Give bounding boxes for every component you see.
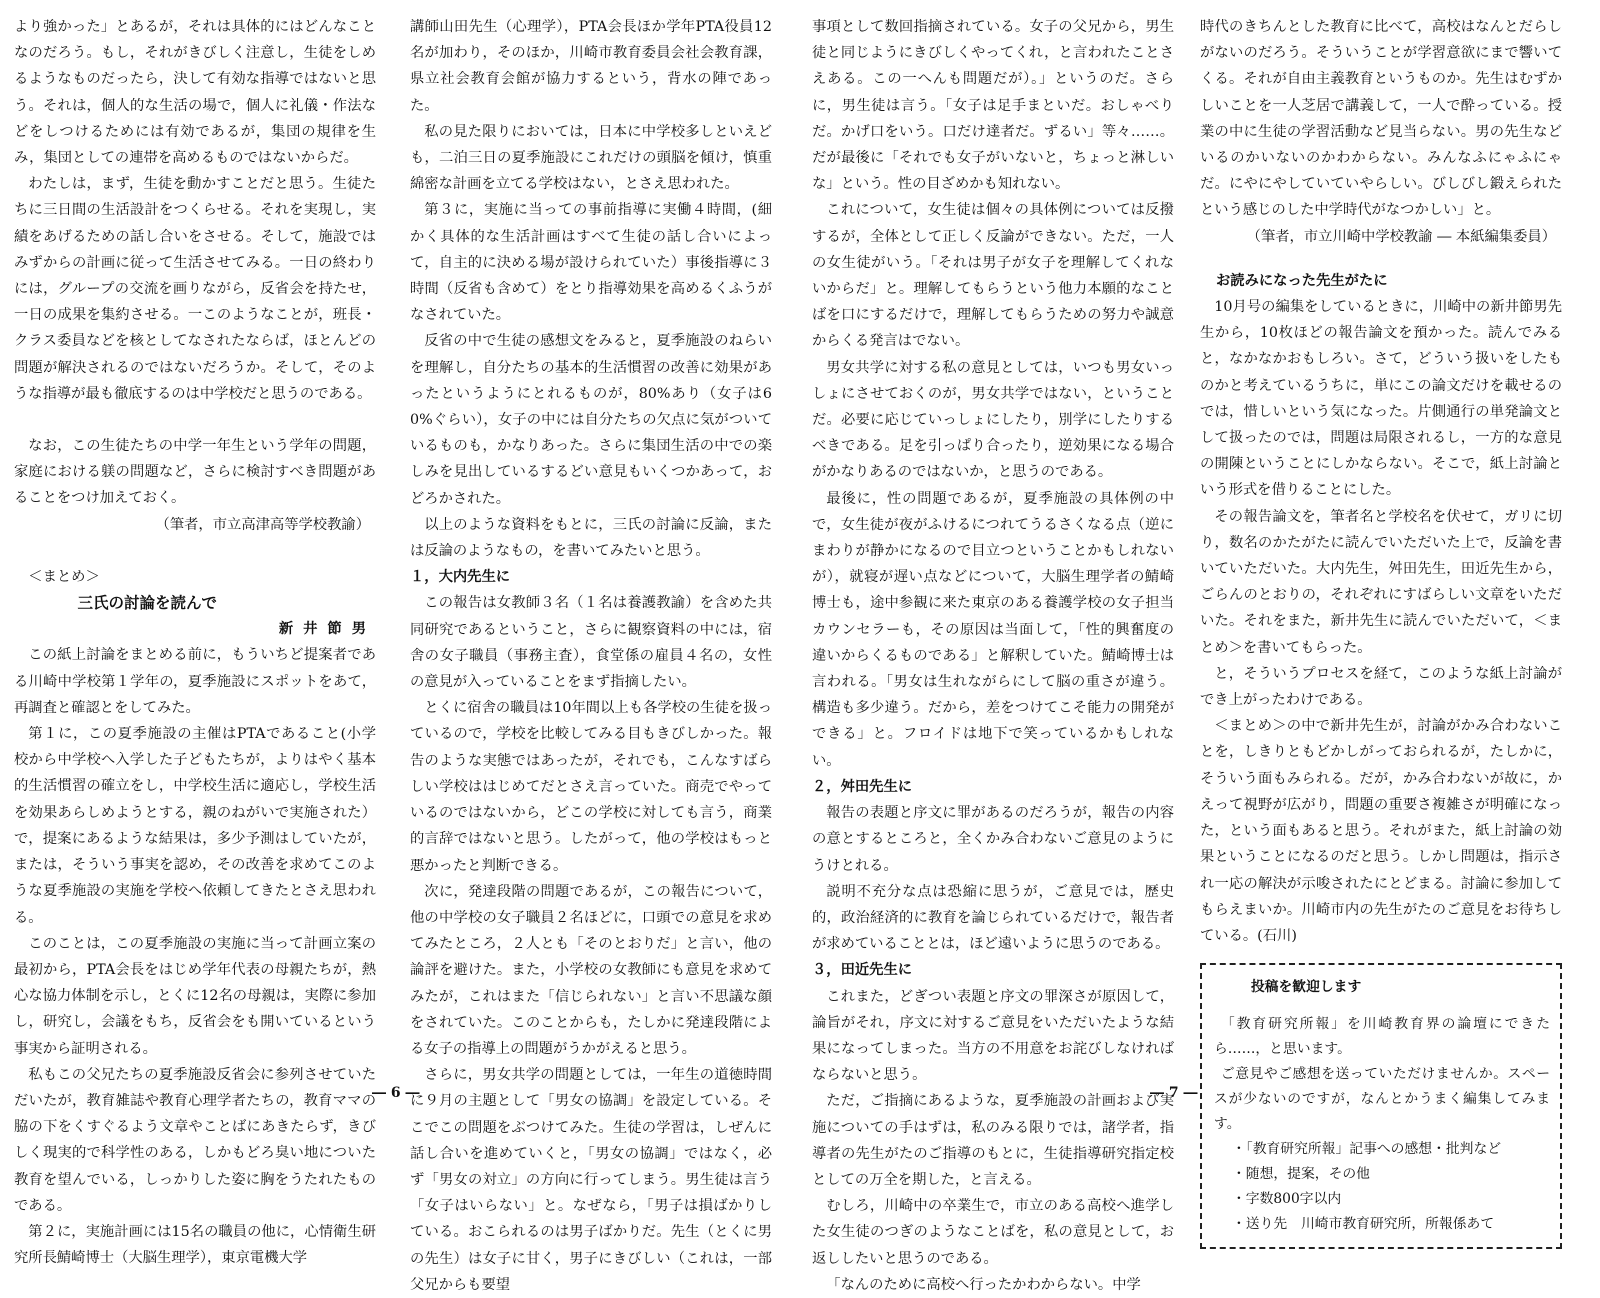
paragraph: 次に，発達段階の問題であるが，この報告について，他の中学校の女子職員２名ほどに，口頭での意見を求めてみたところ，２人とも「そのとおりだ」と言い，他の論評を避けた。また，小学校の女教師にも意見を求めてみたが，これはまた「信じられない」と言い不思議な顔をされていた。このことからも，たしかに発達段階による女子の指導上の問題がうかがえると思う。 (410, 883, 772, 1057)
article-author: 新井節男 (278, 621, 376, 638)
section-heading: お読みになった先生がたに (1216, 272, 1388, 289)
paragraph: この紙上討論をまとめる前に，もういちど提案者である川崎中学校第１学年の，夏季施設にスポットをあて，再調査と確認とをしてみた。 (14, 647, 376, 716)
page-number: ― 6 ― (372, 1085, 420, 1101)
paragraph: 講師山田先生（心理学），PTA会長ほか学年PTA役員12名が加わり，そのほか，川崎市教育委員会社会教育課，県立社会教育会館が協力するという，背水の陣であった。 (410, 19, 772, 114)
page7-column-1 (812, 14, 1174, 1298)
paragraph: ただ，ご指摘にあるような，夏季施設の計画および実施についての手はずは，私のみる限りでは，諸学者，指導者の先生がたのご指導のもとに，生徒指導研究指定校としての万全を期した，と言える。 (812, 1093, 1174, 1188)
paragraph: なお，この生徒たちの中学一年生という学年の問題，家庭における躾の問題など，さらに検討すべき問題があることをつけ加えておく。 (14, 438, 376, 507)
paragraph: さらに，男女共学の問題としては，一年生の道徳時間に９月の主題として「男女の協調」を設定している。そこでこの問題をぶつけてみた。生徒の学習は，しぜんに話し合いを進めていくと，「男女の協調」ではなく，必ず「男女の対立」の方向に行ってしまう。男生徒は言う「女子はいらない」と。なぜなら，「男子は損ばかりしている。おこられるのは男子ばかりだ。先生（とくに男の先生）は女子に甘く，男子にきびしい（これは，一部父兄からも要望 (410, 1067, 772, 1293)
page-6 (0, 0, 800, 1293)
notice-list (1214, 1137, 1550, 1237)
list-item: ・ 随想，提案，その他 (1232, 1162, 1550, 1187)
paragraph: 私もこの父兄たちの夏季施設反省会に参列させていただいたが，教育雑誌や教育心理学者たちの，教育ママの脇の下をくすぐるよう文章やことばにあきたらず，きびしく現実的で科学性のある，しかもどろ臭い地についた教育を望んでいる，しっかりした姿に胸をうたれたものである。 (14, 1066, 376, 1214)
notice-text: 「教育研究所報」を川崎教育界の論壇にできたら……，と思います。 (1214, 1016, 1550, 1058)
section-mark: ＜まとめ＞ (28, 568, 100, 585)
paragraph: このことは，この夏季施設の実施に当って計画立案の最初から，PTA会長をはじめ学年代表の母親たちが，熱心な協力体制を示し，とくに12名の母親は，実際に参加し，研究し，会議をもち，反省会をも開いているという事実から証明される。 (14, 935, 376, 1057)
page-7 (800, 0, 1600, 1293)
paragraph: ＜まとめ＞の中で新井先生が，討論がかみ合わないことを，しきりともどかしがっておられるが，たしかに，そういう面もみられる。だが，かみ合わないが故に，かえって視野が広がり，問題の重要さ複雑さが明確になった，という面もあると思う。それがまた，紙上討論の効果ということになるのだと思う。しかし問題は，指示され一応の解決が示唆されたにとどまる。討論に参加してもらえまいか。川崎市内の先生がたのご意見をお待ちしている。(石川) (1200, 718, 1562, 944)
notice-title: 投稿を歓迎します (1250, 979, 1362, 996)
paragraph: 第２に，実施計画には15名の職員の他に，心情衛生研究所長鯖崎博士（大脳生理学），東京電機大学 (14, 1223, 376, 1267)
list-item: ・ 「教育研究所報」記事への感想・批判など (1232, 1137, 1550, 1162)
paragraph: 第１に，この夏季施設の主催はPTAであること(小学校から中学校へ入学した子どもたちが，よりはやく基本的生活慣習の確立をし，中学校生活に適応し，学校生活を効果あらしめようとする，親のねがいで実施された）で，提案にあるような結果は，多少予測はしていたが，または，そういう事実を認め，その改善を求めてこのような夏季施設の実施を学校へ依頼してきたとさえ思われる。 (14, 726, 376, 926)
section-heading: ２，舛田先生に (812, 778, 913, 795)
paragraph: むしろ，川崎中の卒業生で，市立のある高校へ進学した女生徒のつぎのようなことばを，私の意見として，お返ししたいと思うのである。 (812, 1198, 1174, 1267)
page-number: ― 7 ― (1150, 1085, 1198, 1101)
paragraph: 以上のような資料をもとに，三氏の討論に反論，または反論のようなもの，を書いてみたいと思う。 (410, 516, 772, 560)
paragraph: 最後に，性の問題であるが，夏季施設の具体例の中で，女生徒が夜がふけるにつれてうるさくなる点（逆にまわりが静かになるので目立つということかもしれないが），就寝が遅い点などについて，大脳生理学者の鯖崎博士も，途中参観に来た東京のある養護学校の女子担当カウンセラーも，その原因は当面して，「性的興奮度の違いからくるものである」と解釈していた。鯖崎博士は言われる。「男女は生れながらにして脳の重さが違う。構造も多少違う。だから，差をつけてこそ能力の開発ができる」と。フロイドは地下で笑っているかもしれない。 (812, 490, 1174, 769)
paragraph: より強かった」とあるが，それは具体的にはどんなことなのだろう。もし，それがきびしく注意し，生徒をしめるようなものだったら，決して有効な指導ではないと思う。それは，個人的な生活の場で，個人に礼儀・作法などをしつけるためには有効であるが，集団の規律を生み，集団としての連帯を高めるものではないからだ。 (14, 19, 376, 167)
paragraph: 「なんのために高校へ行ったかわからない。中学 (826, 1276, 1141, 1293)
paragraph: 私の見た限りにおいては，日本に中学校多しといえども，二泊三日の夏季施設にこれだけの頭脳を傾け，慎重綿密な計画を立てる学校はない，とさえ思われた。 (410, 123, 772, 193)
list-item: ・ 字数800字以内 (1232, 1187, 1550, 1212)
paragraph: 男女共学に対する私の意見としては，いつも男女いっしょにさせておくのが，男女共学ではない，ということだ。必要に応じていっしょにしたり，別学にしたりするべきである。足を引っぱり合ったり，逆効果になる場合がかなりあるのではないか，と思うのである。 (812, 359, 1174, 481)
page6-column-1 (14, 14, 376, 1271)
author-signature: （筆者，市立高津高等学校教諭） (155, 516, 370, 533)
submission-notice-box (1200, 963, 1562, 1249)
paragraph: 説明不充分な点は恐縮に思うが，ご意見では，歴史的，政治経済的に教育を論じられているだけで，報告者が求めていることとは，ほど遠いように思うのである。 (812, 883, 1174, 953)
section-heading: １，大内先生に (410, 569, 511, 586)
paragraph: とくに宿舎の職員は10年間以上も各学校の生徒を扱っているので，学校を比較してみる目もきびしかった。報告のような実態ではあったが，それでも，こんなすばらしい学校ははじめてだとさえ言っていた。商売でやっているのではないから，どこの学校に対しても言う，商業的言辞ではないと思う。したがって，他の学校はもっと悪かったと判断できる。 (410, 700, 772, 874)
paragraph: 10月号の編集をしているときに，川崎中の新井節男先生から，10枚ほどの報告論文を預かった。読んでみると，なかなかおもしろい。さて，どういう扱いをしたものかと考えているうちに，単にこの論文だけを載せるのでは，惜しいという気になった。片側通行の単発論文として扱ったのでは，問題は局限されるし，一方的な意見の開陳ということにしかならない。そこで，紙上討論という形式を借りることにした。 (1200, 299, 1562, 499)
page6-column-2 (410, 14, 772, 1298)
author-signature: （筆者，市立川崎中学校教諭 ― 本紙編集委員） (1246, 228, 1556, 245)
paragraph: 反省の中で生徒の感想文をみると，夏季施設のねらいを理解し，自分たちの基本的生活慣習の改善に効果があったというようにとれるものが，80%あり（女子は60%ぐらい），女子の中には自分たちの欠点に気がついているものも，かなりあった。さらに集団生活の中での楽しみを見出しているするどい意見もいくつかあって，おどろかされた。 (410, 333, 772, 507)
paragraph: その報告論文を，筆者名と学校名を伏せて，ガリに切り，数名のかたがたに読んでいただいた上で，反論を書いていただいた。大内先生，舛田先生，田近先生から，ごらんのとおりの，それぞれにすばらしい文章をいただいた。それをまた，新井先生に読んでいただいて，＜まとめ＞を書いてもらった。 (1200, 508, 1562, 656)
paragraph: と，そういうプロセスを経て，このような紙上討論ができ上がったわけである。 (1200, 665, 1562, 709)
notice-text: ご意見やご感想を送っていただけませんか。スペースが少ないのですが，なんとかうまく編集してみます。 (1214, 1066, 1550, 1133)
paragraph: 時代のきちんとした教育に比べて，高校はなんとだらしがないのだろう。そういうことが学習意欲にまで響いてくる。それが自由主義教育というものか。先生はむずかしいことを一人芝居で講義して，一人で酔っている。授業の中に生徒の学習活動など見当らない。男の先生などいるのかいないのかわからない。みんなふにゃふにゃだ。にやにやしていていやらしい。びしびし鍛えられたという感じのした中学時代がなつかしい」と。 (1200, 19, 1562, 219)
paragraph: これについて，女生徒は個々の具体例については反撥するが，全体として正しく反論ができない。ただ，一人の女生徒がいう。「それは男子が女子を理解してくれないからだ」と。理解してもらうという他力本願的なことばを口にするだけで，理解してもらうための努力や誠意からくる発言はでない。 (812, 202, 1174, 350)
paragraph: 事項として数回指摘されている。女子の父兄から，男生徒と同じようにきびしくやってくれ，と言われたことさえある。この一へんも問題だが）。」というのだ。さらに，男生徒は言う。「女子は足手まといだ。おしゃべりだ。かげ口をいう。口だけ達者だ。ずるい」等々……。だが最後に「それでも女子がいないと，ちょっと淋しいな」という。性の目ざめかも知れない。 (812, 19, 1174, 193)
page7-column-2 (1200, 14, 1562, 1249)
list-item: ・ 送り先 川崎市教育研究所，所報係あて (1232, 1212, 1550, 1237)
paragraph: これまた，どぎつい表題と序文の罪深さが原因して，論旨がそれ，序文に対するご意見をいただいたような結果になってしまった。当方の不用意をお詫びしなければならないと思う。 (812, 988, 1174, 1084)
paragraph: 報告の表題と序文に罪があるのだろうが，報告の内容の意とするところと，全くかみ合わないご意見のようにうけとれる。 (812, 805, 1174, 874)
section-heading: ３，田近先生に (812, 962, 913, 979)
paragraph: 第３に，実施に当っての事前指導に実働４時間，(細かく具体的な生活計画はすべて生徒の話し合いによって，自主的に決める場が設けられていた）事後指導に３時間（反省も含めて）をとり指導効果を高めるくふうがなされていた。 (410, 202, 772, 324)
article-title: 三氏の討論を読んで (77, 593, 218, 613)
paragraph: わたしは，まず，生徒を動かすことだと思う。生徒たちに三日間の生活設計をつくらせる。それを実現し，実績をあげるための話し合いをさせる。そして，施設ではみずからの計画に従って生活させてみる。一日の終わりには，グループの交流を画りながら，反省会を持たせ，一日の成果を集約させる。一このようなことが，班長・クラス委員などを核としてなされたならば，ほとんどの問題が解決されるのではないだろうか。そして，そのような指導が最も徹底するのは中学校だと思うのである。 (14, 176, 376, 402)
paragraph: この報告は女教師３名（１名は養護教諭）を含めた共同研究であるということ，さらに観察資料の中には，宿舎の女子職員（事務主査），食堂係の雇員４名の，女性の意見が入っていることをまず指摘したい。 (410, 595, 772, 691)
